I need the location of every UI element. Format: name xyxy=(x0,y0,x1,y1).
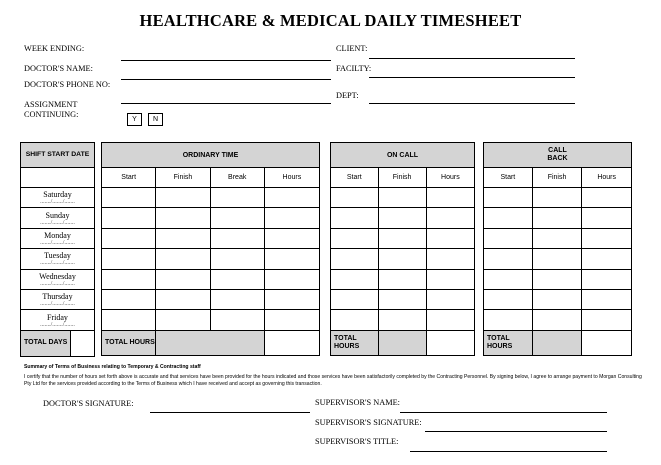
shift-date-table xyxy=(20,142,95,357)
day-row-friday[interactable] xyxy=(21,310,95,330)
day-label: Tuesday xyxy=(44,251,71,261)
supervisor-signature-label: SUPERVISOR'S SIGNATURE: xyxy=(315,418,422,427)
day-row-monday[interactable] xyxy=(21,228,95,248)
time-entry-row xyxy=(331,188,475,208)
time-entry-row xyxy=(484,289,632,309)
time-entry-cell[interactable] xyxy=(102,188,156,208)
time-entry-cell[interactable] xyxy=(582,289,632,309)
on-call-header: ON CALL xyxy=(331,143,475,168)
dept-label: DEPT: xyxy=(336,91,359,100)
time-entry-cell[interactable] xyxy=(426,269,474,289)
on-call-total-label: TOTAL HOURS xyxy=(331,330,379,355)
time-entry-cell[interactable] xyxy=(331,208,379,228)
day-row-tuesday[interactable] xyxy=(21,249,95,269)
time-entry-row xyxy=(102,310,320,330)
time-entry-cell[interactable] xyxy=(264,228,319,248)
time-entry-cell[interactable] xyxy=(210,249,264,269)
page-title: HEALTHCARE & MEDICAL DAILY TIMESHEET xyxy=(139,11,522,30)
time-entry-row xyxy=(331,228,475,248)
time-entry-cell[interactable] xyxy=(426,208,474,228)
time-entry-row xyxy=(331,269,475,289)
date-placeholder: ......./......./....... xyxy=(40,280,75,287)
date-placeholder: ......./......./....... xyxy=(40,301,75,308)
time-entry-cell[interactable] xyxy=(378,269,426,289)
time-entry-cell[interactable] xyxy=(156,269,210,289)
date-placeholder: ......./......./....... xyxy=(40,199,75,206)
yes-checkbox[interactable]: Y xyxy=(127,113,142,126)
doctor-signature-field[interactable] xyxy=(150,412,310,413)
time-entry-cell[interactable] xyxy=(532,310,582,330)
day-row-saturday[interactable] xyxy=(21,188,95,208)
time-entry-row xyxy=(102,289,320,309)
time-entry-cell[interactable] xyxy=(156,228,210,248)
time-entry-cell[interactable] xyxy=(426,289,474,309)
time-entry-cell[interactable] xyxy=(378,249,426,269)
date-placeholder: ......./......./....... xyxy=(40,239,75,246)
time-entry-cell[interactable] xyxy=(532,188,582,208)
client-field[interactable] xyxy=(369,58,575,59)
time-entry-cell[interactable] xyxy=(264,249,319,269)
col-start: Start xyxy=(102,168,156,188)
time-entry-cell[interactable] xyxy=(264,269,319,289)
supervisor-name-label: SUPERVISOR'S NAME: xyxy=(315,398,400,407)
call-back-header xyxy=(484,143,632,168)
day-row-wednesday[interactable] xyxy=(21,269,95,289)
doctors-name-field[interactable] xyxy=(121,79,331,80)
time-entry-cell[interactable] xyxy=(210,208,264,228)
blank-cell xyxy=(21,168,95,188)
time-entry-cell[interactable] xyxy=(426,228,474,248)
time-entry-cell[interactable] xyxy=(331,249,379,269)
doctors-phone-field[interactable] xyxy=(121,103,331,104)
time-entry-cell[interactable] xyxy=(582,249,632,269)
time-entry-cell[interactable] xyxy=(156,289,210,309)
time-entry-cell[interactable] xyxy=(210,289,264,309)
time-entry-cell[interactable] xyxy=(582,188,632,208)
week-ending-field[interactable] xyxy=(121,60,331,61)
total-days-label: TOTAL DAYS xyxy=(21,331,71,356)
time-entry-cell[interactable] xyxy=(484,310,533,330)
total-days-value[interactable] xyxy=(71,331,94,356)
time-entry-cell[interactable] xyxy=(532,269,582,289)
col-hours: Hours xyxy=(426,168,474,188)
time-entry-cell[interactable] xyxy=(331,310,379,330)
day-label: Sunday xyxy=(45,210,70,220)
date-placeholder: ......./......./....... xyxy=(40,260,75,267)
date-placeholder: ......./......./....... xyxy=(40,321,75,328)
time-entry-cell[interactable] xyxy=(331,269,379,289)
call-back-table xyxy=(483,142,632,356)
time-entry-row xyxy=(484,228,632,248)
time-entry-cell[interactable] xyxy=(484,289,533,309)
time-entry-cell[interactable] xyxy=(264,310,319,330)
col-finish: Finish xyxy=(378,168,426,188)
call-back-total-blank xyxy=(532,330,582,355)
time-entry-cell[interactable] xyxy=(582,269,632,289)
time-entry-cell[interactable] xyxy=(484,228,533,248)
day-label: Thursday xyxy=(42,292,73,302)
time-entry-cell[interactable] xyxy=(264,188,319,208)
day-label: Wednesday xyxy=(39,271,76,281)
time-entry-row xyxy=(331,289,475,309)
time-entry-cell[interactable] xyxy=(484,208,533,228)
summary-heading: Summary of Terms of Business relating to Temporary & Contracting staff xyxy=(24,364,201,370)
time-entry-cell[interactable] xyxy=(484,188,533,208)
time-entry-cell[interactable] xyxy=(426,188,474,208)
call-back-total-label: TOTAL HOURS xyxy=(484,330,533,355)
doctor-signature-label: DOCTOR'S SIGNATURE: xyxy=(43,399,134,408)
time-entry-row xyxy=(331,208,475,228)
time-entry-cell[interactable] xyxy=(378,208,426,228)
col-hours: Hours xyxy=(582,168,632,188)
time-entry-cell[interactable] xyxy=(210,310,264,330)
no-checkbox[interactable]: N xyxy=(148,113,163,126)
doctors-phone-label: DOCTOR'S PHONE NO: xyxy=(24,80,111,89)
time-entry-cell[interactable] xyxy=(264,289,319,309)
doctors-name-label: DOCTOR'S NAME: xyxy=(24,64,93,73)
day-label: Saturday xyxy=(43,190,72,200)
col-finish: Finish xyxy=(156,168,210,188)
time-entry-cell[interactable] xyxy=(378,188,426,208)
call-back-total-hours[interactable] xyxy=(582,330,632,355)
time-entry-row xyxy=(484,310,632,330)
call-back-header-text: CALL BACK xyxy=(547,147,568,162)
col-break: Break xyxy=(210,168,264,188)
time-entry-cell[interactable] xyxy=(582,228,632,248)
time-entry-row xyxy=(484,269,632,289)
time-entry-row xyxy=(102,188,320,208)
week-ending-label: WEEK ENDING: xyxy=(24,44,85,53)
time-entry-row xyxy=(484,208,632,228)
time-entry-row xyxy=(484,188,632,208)
time-entry-row xyxy=(102,228,320,248)
time-entry-cell[interactable] xyxy=(582,208,632,228)
supervisor-name-field[interactable] xyxy=(400,412,607,413)
time-entry-cell[interactable] xyxy=(210,269,264,289)
time-entry-cell[interactable] xyxy=(378,289,426,309)
assignment-continuing-label: ASSIGNMENT CONTINUING: xyxy=(24,100,79,119)
col-finish: Finish xyxy=(532,168,582,188)
ordinary-total-label: TOTAL HOURS xyxy=(102,330,156,355)
supervisor-signature-field[interactable] xyxy=(425,431,607,432)
time-entry-cell[interactable] xyxy=(378,228,426,248)
total-days-row xyxy=(21,330,95,356)
ordinary-total-hours[interactable] xyxy=(264,330,319,355)
time-entry-cell[interactable] xyxy=(102,249,156,269)
time-entry-row xyxy=(102,249,320,269)
col-start: Start xyxy=(331,168,379,188)
time-entry-cell[interactable] xyxy=(378,310,426,330)
time-entry-cell[interactable] xyxy=(102,228,156,248)
time-entry-cell[interactable] xyxy=(426,249,474,269)
time-entry-cell[interactable] xyxy=(484,269,533,289)
day-label: Monday xyxy=(44,230,71,240)
col-start: Start xyxy=(484,168,533,188)
supervisor-title-label: SUPERVISOR'S TITLE: xyxy=(315,437,399,446)
time-entry-cell[interactable] xyxy=(532,289,582,309)
time-entry-cell[interactable] xyxy=(156,249,210,269)
date-placeholder: ......./......./....... xyxy=(40,219,75,226)
time-entry-cell[interactable] xyxy=(532,228,582,248)
time-entry-cell[interactable] xyxy=(156,310,210,330)
on-call-table xyxy=(330,142,475,356)
client-label: CLIENT: xyxy=(336,44,368,53)
day-row-sunday[interactable] xyxy=(21,208,95,228)
on-call-total-blank xyxy=(378,330,426,355)
time-entry-row xyxy=(102,208,320,228)
ordinary-total-blank xyxy=(156,330,264,355)
supervisor-title-field[interactable] xyxy=(410,451,607,452)
time-entry-cell[interactable] xyxy=(156,208,210,228)
facility-field[interactable] xyxy=(369,77,575,78)
time-entry-cell[interactable] xyxy=(102,269,156,289)
time-entry-cell[interactable] xyxy=(532,249,582,269)
time-entry-row xyxy=(331,249,475,269)
day-row-thursday[interactable] xyxy=(21,289,95,309)
time-entry-cell[interactable] xyxy=(532,208,582,228)
time-entry-cell[interactable] xyxy=(264,208,319,228)
time-entry-cell[interactable] xyxy=(331,289,379,309)
summary-body: I certify that the number of hours set forth above is accurate and that services have been provided for the hours indicated and those services have been satisfactorily completed by the Contracting Personnel. By signing below, I agree to arrange payment to Morgan Consulting Pty Ltd for the services provided according to the Terms of Business which I have received and accept as governing this transaction. xyxy=(24,374,642,387)
time-entry-cell[interactable] xyxy=(426,310,474,330)
facility-label: FACILTY: xyxy=(336,64,372,73)
time-entry-cell[interactable] xyxy=(102,289,156,309)
time-entry-cell[interactable] xyxy=(210,228,264,248)
col-hours: Hours xyxy=(264,168,319,188)
time-entry-cell[interactable] xyxy=(102,208,156,228)
ordinary-time-header: ORDINARY TIME xyxy=(102,143,320,168)
ordinary-time-table xyxy=(101,142,320,356)
time-entry-cell[interactable] xyxy=(210,188,264,208)
time-entry-row xyxy=(102,269,320,289)
time-entry-row xyxy=(331,310,475,330)
time-entry-cell[interactable] xyxy=(331,188,379,208)
dept-field[interactable] xyxy=(369,103,575,104)
on-call-total-hours[interactable] xyxy=(426,330,474,355)
time-entry-cell[interactable] xyxy=(156,188,210,208)
day-label: Friday xyxy=(47,312,68,322)
time-entry-cell[interactable] xyxy=(582,310,632,330)
shift-date-header: SHIFT START DATE xyxy=(21,143,95,168)
time-entry-cell[interactable] xyxy=(331,228,379,248)
time-entry-row xyxy=(484,249,632,269)
time-entry-cell[interactable] xyxy=(484,249,533,269)
time-entry-cell[interactable] xyxy=(102,310,156,330)
